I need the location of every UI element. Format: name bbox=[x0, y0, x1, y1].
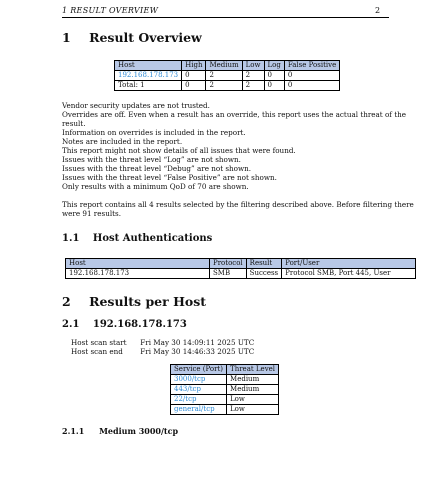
note-line: This report might not show details of all issues that were found. bbox=[62, 146, 296, 155]
scan-start-value: Fri May 30 14:09:11 2025 UTC bbox=[140, 338, 255, 347]
col-protocol: Protocol bbox=[210, 259, 247, 269]
section-2-1-1-heading bbox=[62, 426, 178, 436]
port-link[interactable]: 443/tcp bbox=[171, 385, 227, 395]
auth-table bbox=[65, 258, 416, 279]
cell-medium: 2 bbox=[206, 81, 242, 91]
note-line: Overrides are off. Even when a result has an override, this report uses the actual threat of the bbox=[62, 110, 407, 119]
note-line: Issues with the threat level “False Positive” are not shown. bbox=[62, 173, 277, 182]
cell-false-positive: 0 bbox=[284, 71, 339, 81]
scan-end-label: Host scan end bbox=[71, 347, 123, 356]
cell-threat-level: Low bbox=[227, 395, 279, 405]
note-line: Only results with a minimum QoD of 70 are shown. bbox=[62, 182, 249, 191]
col-host: Host bbox=[115, 61, 182, 71]
col-port-user: Port/User bbox=[282, 259, 416, 269]
section-2-heading bbox=[62, 294, 206, 309]
section-1-1-heading bbox=[62, 233, 212, 244]
filter-note-line: were 91 results. bbox=[62, 209, 121, 218]
scan-end-value: Fri May 30 14:46:33 2025 UTC bbox=[140, 347, 255, 356]
col-high: High bbox=[182, 61, 206, 71]
port-link[interactable]: 3000/tcp bbox=[171, 375, 227, 385]
section-number: 2.1 bbox=[62, 319, 80, 330]
cell-high: 0 bbox=[182, 81, 206, 91]
scan-start-label: Host scan start bbox=[71, 338, 127, 347]
col-service-port: Service (Port) bbox=[171, 365, 227, 375]
host-link[interactable]: 192.168.178.173 bbox=[115, 71, 182, 81]
cell-medium: 2 bbox=[206, 71, 242, 81]
note-line: result. bbox=[62, 119, 86, 128]
section-title: Medium 3000/tcp bbox=[99, 426, 179, 436]
cell-host: 192.168.178.173 bbox=[66, 269, 210, 279]
scan-start bbox=[71, 338, 254, 347]
section-title: 192.168.178.173 bbox=[92, 319, 187, 330]
table-row bbox=[171, 405, 279, 415]
overview-table bbox=[114, 60, 340, 91]
cell-high: 0 bbox=[182, 71, 206, 81]
note-line: Information on overrides is included in the report. bbox=[62, 128, 246, 137]
section-2-1-heading bbox=[62, 319, 187, 330]
cell-threat-level: Low bbox=[227, 405, 279, 415]
col-threat-level: Threat Level bbox=[227, 365, 279, 375]
filter-note-line: This report contains all 4 results selected by the filtering described above. Before filtering there bbox=[62, 200, 414, 209]
cell-low: 2 bbox=[242, 71, 264, 81]
col-false-positive: False Positive bbox=[284, 61, 339, 71]
header-rule bbox=[62, 17, 389, 18]
note-line: Notes are included in the report. bbox=[62, 137, 183, 146]
port-link[interactable]: 22/tcp bbox=[171, 395, 227, 405]
section-1-heading bbox=[62, 30, 202, 45]
note-line: Issues with the threat level “Log” are not shown. bbox=[62, 155, 241, 164]
section-number: 1 bbox=[62, 30, 71, 45]
section-number: 1.1 bbox=[62, 233, 80, 244]
table-row bbox=[171, 385, 279, 395]
col-log: Log bbox=[264, 61, 284, 71]
table-row bbox=[171, 375, 279, 385]
section-title: Results per Host bbox=[89, 294, 207, 309]
cell-result: Success bbox=[246, 269, 281, 279]
section-number: 2 bbox=[62, 294, 71, 309]
table-row bbox=[66, 269, 416, 279]
ports-table bbox=[170, 364, 279, 415]
cell-log: 0 bbox=[264, 81, 284, 91]
col-result: Result bbox=[246, 259, 281, 269]
cell-total: Total: 1 bbox=[115, 81, 182, 91]
note-line: Vendor security updates are not trusted. bbox=[62, 101, 210, 110]
report-notes bbox=[62, 101, 406, 191]
col-medium: Medium bbox=[206, 61, 242, 71]
running-header-page-number: 2 bbox=[375, 6, 381, 15]
note-line: Issues with the threat level “Debug” are not shown. bbox=[62, 164, 252, 173]
cell-protocol: SMB bbox=[210, 269, 247, 279]
cell-log: 0 bbox=[264, 71, 284, 81]
col-host: Host bbox=[66, 259, 210, 269]
cell-port-user: Protocol SMB, Port 445, User bbox=[282, 269, 416, 279]
table-row bbox=[115, 71, 340, 81]
table-row bbox=[115, 81, 340, 91]
cell-low: 2 bbox=[242, 81, 264, 91]
cell-false-positive: 0 bbox=[284, 81, 339, 91]
scan-end bbox=[71, 347, 254, 356]
filter-note bbox=[62, 200, 414, 218]
running-header-section: 1 RESULT OVERVIEW bbox=[62, 6, 159, 15]
table-row bbox=[171, 395, 279, 405]
section-title: Result Overview bbox=[89, 30, 202, 45]
cell-threat-level: Medium bbox=[227, 385, 279, 395]
section-title: Host Authentications bbox=[92, 233, 213, 244]
cell-threat-level: Medium bbox=[227, 375, 279, 385]
port-link[interactable]: general/tcp bbox=[171, 405, 227, 415]
section-number: 2.1.1 bbox=[62, 426, 85, 436]
col-low: Low bbox=[242, 61, 264, 71]
